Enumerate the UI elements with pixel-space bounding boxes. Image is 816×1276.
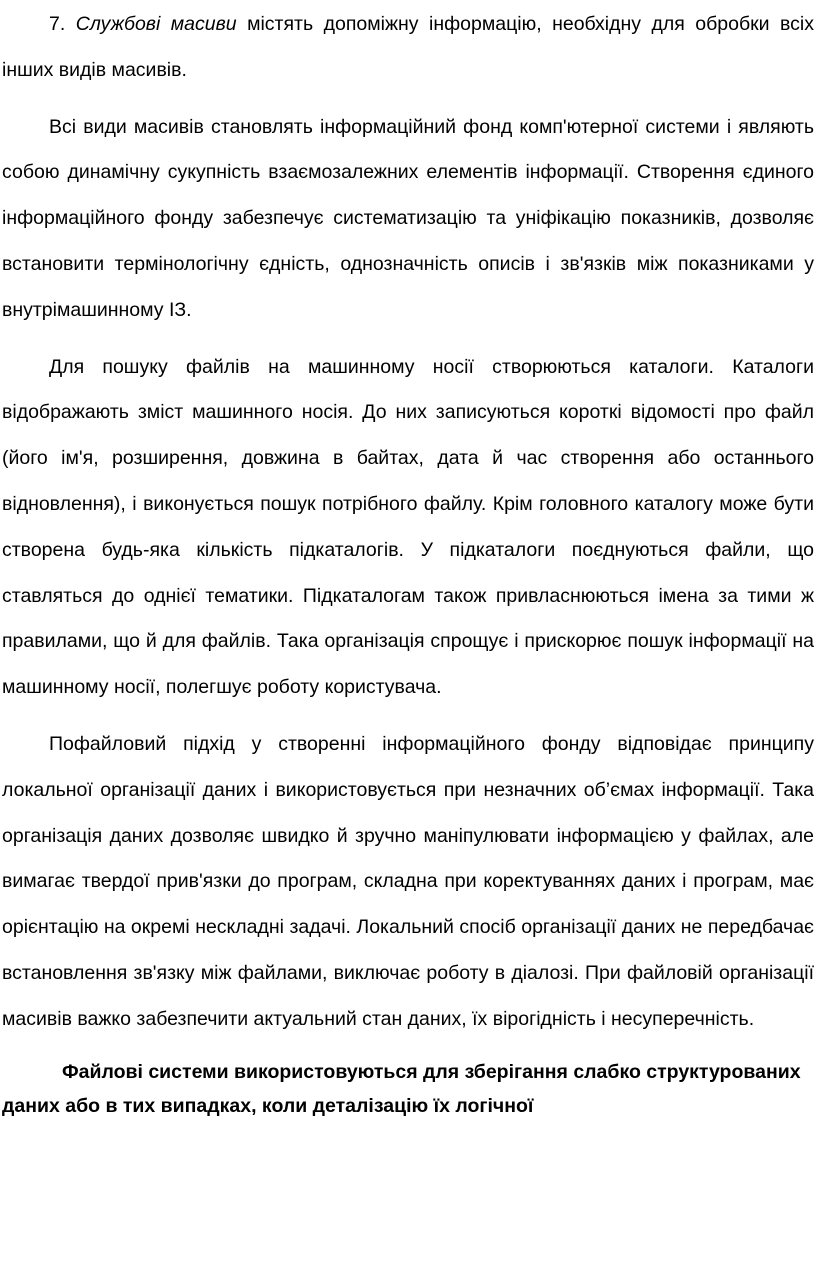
paragraph-information-fund: Всі види масивів становлять інформаційний фонд комп'ютерної системи і являють собою динамічну сукупність взаємозалежних елементів інформації. Створення єдиного інформаційного фонду забезпечує систематизацію та уніфікацію показників, дозволяє встановити термінологічну єдність, однозначність описів і зв'язків між показниками у внутрімашинному ІЗ.	[2, 115, 814, 321]
paragraph-file-approach: Пофайловий підхід у створенні інформаційного фонду відповідає принципу локальної організації даних і використовується при незначних об’ємах інформації. Така організація даних дозволяє швидко й зручно маніпулювати інформацією у файлах, але вимагає твердої прив'язки до програм, складна при коректуваннях даних і програм, має орієнтацію на окремі нескладні задачі. Локальний спосіб організації даних не передбачає встановлення зв'язку між файлами, виключає роботу в діалозі. При файловій організації масивів важко забезпечити актуальний стан даних, їх вірогідність і несуперечність.	[2, 732, 814, 1030]
paragraph-file-systems: Файлові системи використовуються для зберігання слабко структурованих даних або в тих випадках, коли деталізацію їх логічної	[2, 1060, 801, 1117]
paragraph-service-arrays	[2, 2, 814, 94]
list-number: 7.	[49, 13, 76, 35]
term-service-arrays: Службові масиви	[75, 13, 237, 35]
paragraph-catalogs: Для пошуку файлів на машинному носії створюються каталоги. Каталоги відображають зміст машинного носія. До них записуються короткі відомості про файл (його ім'я, розширення, довжина в байтах, дата й час створення або останнього відновлення), і виконується пошук потрібного файлу. Крім головного каталогу може бути створена будь-яка кількість підкаталогів. У підкаталоги поєднуються файли, що ставляться до однієї тематики. Підкаталогам також привласнюються імена за тими ж правилами, що й для файлів. Така організація спрощує і прискорює пошук інформації на машинному носії, полегшує роботу користувача.	[2, 355, 814, 699]
paragraph-text: містять допоміжну інформацію, необхідну для обробки всіх інших видів масивів.	[2, 13, 814, 81]
